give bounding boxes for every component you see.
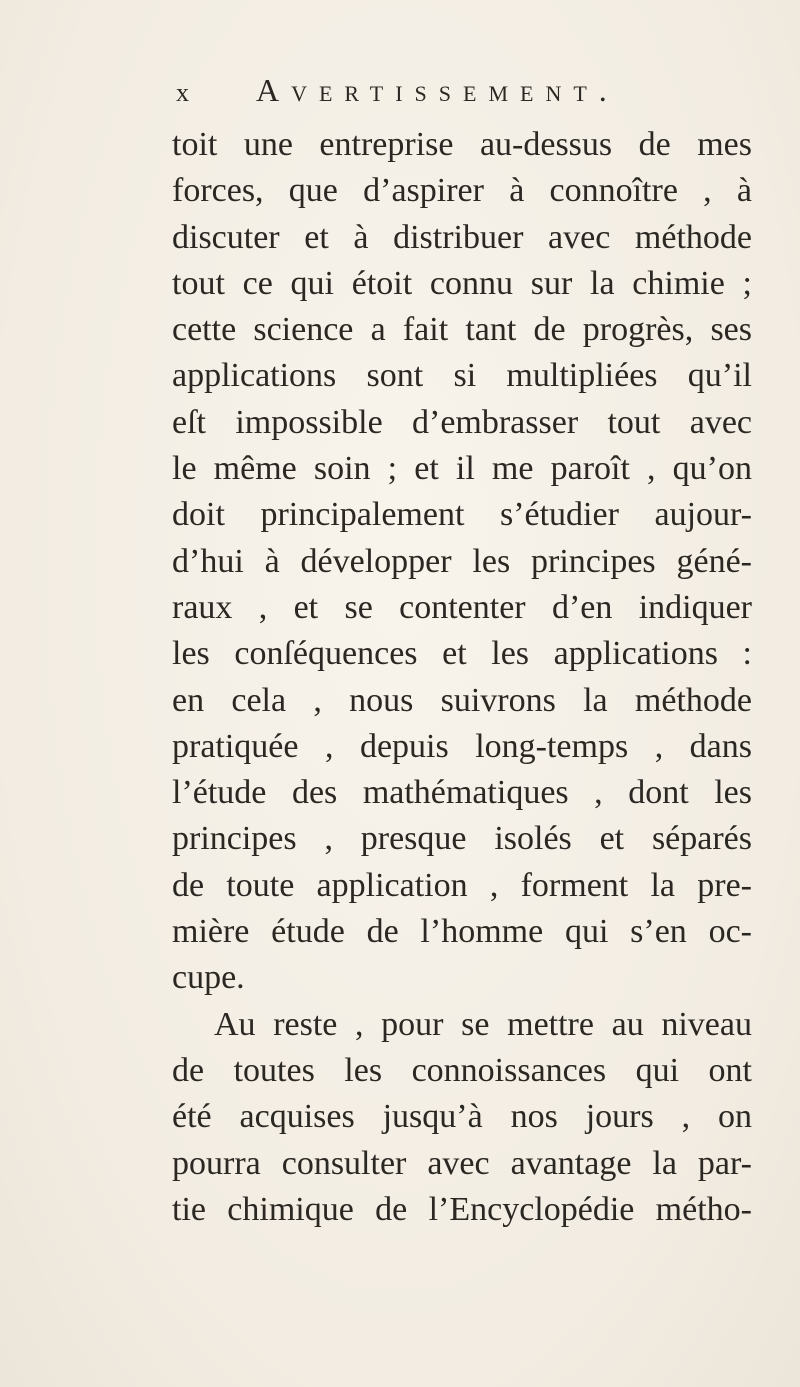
text-line: mière étude de l’homme qui s’en oc- bbox=[172, 913, 752, 951]
text-line: eſt impossible d’embrasser tout avec bbox=[172, 403, 752, 441]
text-line: applications sont si multipliées qu’il bbox=[172, 357, 752, 395]
text-line: été acquises jusqu’à nos jours , on bbox=[172, 1098, 752, 1136]
text-line: l’étude des mathématiques , dont les bbox=[172, 774, 752, 812]
running-head bbox=[176, 72, 656, 112]
text-line: Au reste , pour se mettre au niveau bbox=[214, 1005, 752, 1043]
text-line: principes , presque isolés et séparés bbox=[172, 820, 752, 858]
text-line: tie chimique de l’Encyclopédie métho- bbox=[172, 1190, 752, 1228]
text-line: pratiquée , depuis long-temps , dans bbox=[172, 727, 752, 765]
text-line: cupe. bbox=[172, 959, 245, 997]
text-line: le même soin ; et il me paroît , qu’on bbox=[172, 450, 752, 488]
text-line: discuter et à distribuer avec méthode bbox=[172, 218, 752, 256]
text-line: forces, que d’aspirer à connoître , à bbox=[172, 172, 752, 210]
page-number: x bbox=[176, 78, 190, 107]
text-line: doit principalement s’étudier aujour- bbox=[172, 496, 752, 534]
text-line: raux , et se contenter d’en indiquer bbox=[172, 588, 752, 626]
text-line: tout ce qui étoit connu sur la chimie ; bbox=[172, 264, 752, 302]
text-line: cette science a fait tant de progrès, ses bbox=[172, 311, 752, 349]
text-line: de toute application , forment la pre- bbox=[172, 866, 752, 904]
text-line: les conſéquences et les applications : bbox=[172, 635, 752, 673]
body-text bbox=[172, 122, 752, 1233]
text-line: pourra consulter avec avantage la par- bbox=[172, 1144, 752, 1182]
text-line: en cela , nous suivrons la méthode bbox=[172, 681, 752, 719]
text-line: de toutes les connoissances qui ont bbox=[172, 1051, 752, 1089]
text-line: toit une entreprise au-dessus de mes bbox=[172, 126, 752, 163]
running-head-title: Avertissement. bbox=[256, 72, 619, 108]
text-line: d’hui à développer les principes géné- bbox=[172, 542, 752, 580]
